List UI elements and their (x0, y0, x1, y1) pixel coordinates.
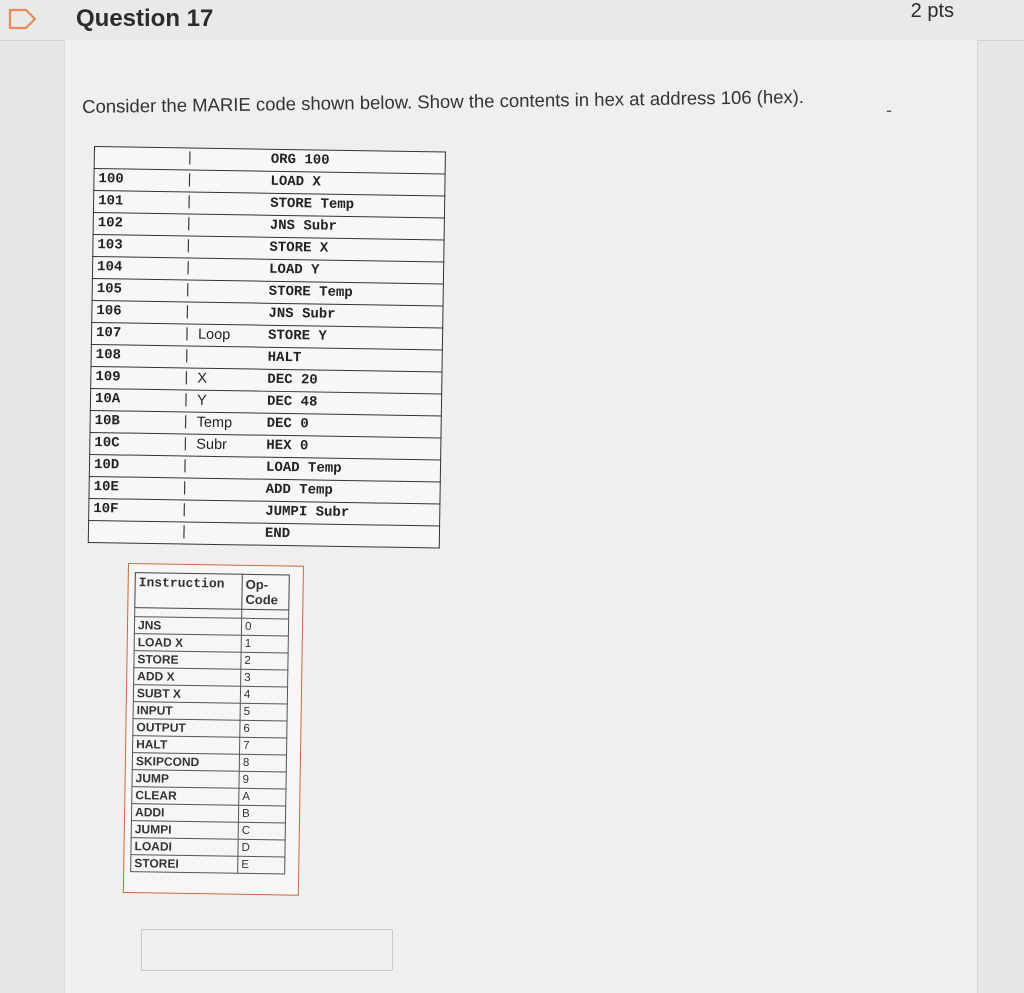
code-separator: | (182, 214, 196, 236)
code-instruction: LOAD Temp (262, 457, 441, 482)
opcode-value: 3 (241, 669, 288, 687)
opcode-instruction: INPUT (133, 702, 240, 721)
code-label: Subr (192, 434, 262, 457)
code-instruction: ORG 100 (267, 149, 446, 174)
code-separator: | (181, 236, 195, 258)
code-instruction: HALT (264, 347, 443, 372)
code-separator: | (177, 522, 191, 544)
code-address: 105 (92, 278, 181, 301)
code-address: 100 (94, 169, 183, 192)
opcode-instruction: STOREI (131, 855, 238, 874)
code-address: 10E (89, 476, 178, 499)
opcode-row (133, 702, 287, 721)
code-instruction: JNS Subr (266, 215, 445, 240)
code-address: 103 (93, 234, 182, 257)
opcode-value: D (238, 839, 285, 857)
opcode-row (134, 668, 288, 687)
opcode-instruction: ADD X (134, 668, 241, 687)
code-separator: | (178, 412, 192, 434)
opcode-instruction: OUTPUT (133, 719, 240, 738)
code-separator: | (177, 478, 191, 500)
opcode-instruction: STORE (134, 651, 241, 670)
opcode-row (131, 855, 285, 874)
question-header (0, 0, 1024, 41)
question-title: Question 17 (76, 5, 214, 32)
opcode-instruction: CLEAR (132, 787, 239, 806)
code-instruction: ADD Temp (261, 479, 440, 504)
code-label (191, 478, 261, 501)
opcode-instruction: JUMPI (131, 821, 238, 840)
code-label (196, 214, 266, 237)
opcode-value: 5 (240, 703, 287, 721)
opcode-row (131, 838, 285, 857)
code-separator: | (180, 302, 194, 324)
code-address: 10F (89, 498, 178, 521)
code-label: X (193, 368, 263, 391)
question-prompt: Consider the MARIE code shown below. Show the contents in hex at address 106 (hex). (82, 85, 805, 117)
opcode-row (134, 634, 288, 653)
opcode-value: 8 (239, 754, 286, 772)
opcode-row (132, 770, 286, 789)
code-separator: | (181, 280, 195, 302)
code-separator: | (182, 170, 196, 192)
opcode-value: E (238, 856, 285, 874)
opcode-header-instruction: Instruction (135, 573, 243, 610)
opcode-instruction: LOAD X (134, 634, 241, 653)
code-address: 106 (92, 300, 181, 323)
opcode-value: B (238, 805, 285, 823)
opcode-row (133, 685, 287, 704)
code-address: 109 (91, 366, 180, 389)
opcode-row (133, 719, 287, 738)
code-address: 102 (93, 212, 182, 235)
opcode-value: 7 (240, 737, 287, 755)
code-separator: | (178, 434, 192, 456)
code-label (196, 170, 266, 193)
opcode-row (134, 617, 288, 636)
code-instruction: STORE X (265, 237, 444, 262)
code-separator: | (179, 390, 193, 412)
code-instruction: LOAD X (266, 171, 445, 196)
opcode-header-opcode: Op- Code (242, 574, 290, 610)
code-separator: | (180, 346, 194, 368)
code-separator: | (183, 148, 197, 170)
code-label (195, 236, 265, 259)
code-address: 107 (91, 322, 180, 345)
code-label (192, 456, 262, 479)
opcode-value: 1 (241, 635, 288, 653)
code-label (191, 522, 261, 545)
code-instruction: DEC 20 (263, 369, 442, 394)
code-instruction: DEC 0 (262, 413, 441, 438)
opcode-row (133, 736, 287, 755)
code-separator: | (178, 456, 192, 478)
opcode-instruction: SUBT X (133, 685, 240, 704)
code-label (195, 280, 265, 303)
opcode-instruction: SKIPCOND (132, 753, 239, 772)
code-address (94, 147, 183, 170)
opcode-value: C (238, 822, 285, 840)
code-instruction: STORE Y (264, 325, 443, 350)
opcode-instruction: ADDI (131, 804, 238, 823)
code-label: Y (193, 390, 263, 413)
code-instruction: HEX 0 (262, 435, 441, 460)
code-label: Temp (192, 412, 262, 435)
opcode-instruction: LOADI (131, 838, 238, 857)
code-label (191, 500, 261, 523)
code-address: 101 (93, 191, 182, 214)
code-address (88, 520, 177, 543)
code-separator: | (182, 192, 196, 214)
opcode-table-image (123, 563, 304, 896)
code-instruction: DEC 48 (263, 391, 442, 416)
code-label (194, 346, 264, 369)
opcode-row (134, 651, 288, 670)
opcode-value: A (239, 788, 286, 806)
code-label (196, 192, 266, 215)
opcode-value: 9 (239, 771, 286, 789)
opcode-value: 4 (240, 686, 287, 704)
code-address: 10A (90, 388, 179, 411)
marie-code-table (88, 146, 446, 548)
code-address: 10D (89, 454, 178, 477)
opcode-table (130, 572, 290, 874)
code-separator: | (179, 368, 193, 390)
code-address: 104 (92, 256, 181, 279)
code-address: 10C (90, 432, 179, 455)
opcode-row (131, 804, 285, 823)
opcode-row (132, 753, 286, 772)
opcode-value: 6 (240, 720, 287, 738)
opcode-instruction: JNS (134, 617, 241, 636)
flag-question-icon[interactable] (8, 8, 38, 30)
code-label: Loop (194, 324, 264, 347)
code-separator: | (180, 324, 194, 346)
code-label (197, 148, 267, 171)
opcode-value: 2 (241, 652, 288, 670)
code-separator: | (177, 500, 191, 522)
opcode-value: 0 (241, 618, 288, 636)
code-instruction: STORE Temp (266, 193, 445, 218)
stray-mark: - (886, 100, 892, 120)
code-instruction: JUMPI Subr (261, 501, 440, 526)
code-address: 10B (90, 410, 179, 433)
question-points: 2 pts (910, 0, 954, 22)
code-instruction: END (261, 523, 440, 548)
opcode-instruction: HALT (133, 736, 240, 755)
code-instruction: JNS Subr (264, 303, 443, 328)
code-label (195, 258, 265, 281)
opcode-instruction: JUMP (132, 770, 239, 789)
opcode-row (132, 787, 286, 806)
code-separator: | (181, 258, 195, 280)
answer-input[interactable] (141, 929, 393, 971)
code-address: 108 (91, 344, 180, 367)
code-label (194, 302, 264, 325)
code-instruction: STORE Temp (265, 281, 444, 306)
opcode-row (131, 821, 285, 840)
code-instruction: LOAD Y (265, 259, 444, 284)
